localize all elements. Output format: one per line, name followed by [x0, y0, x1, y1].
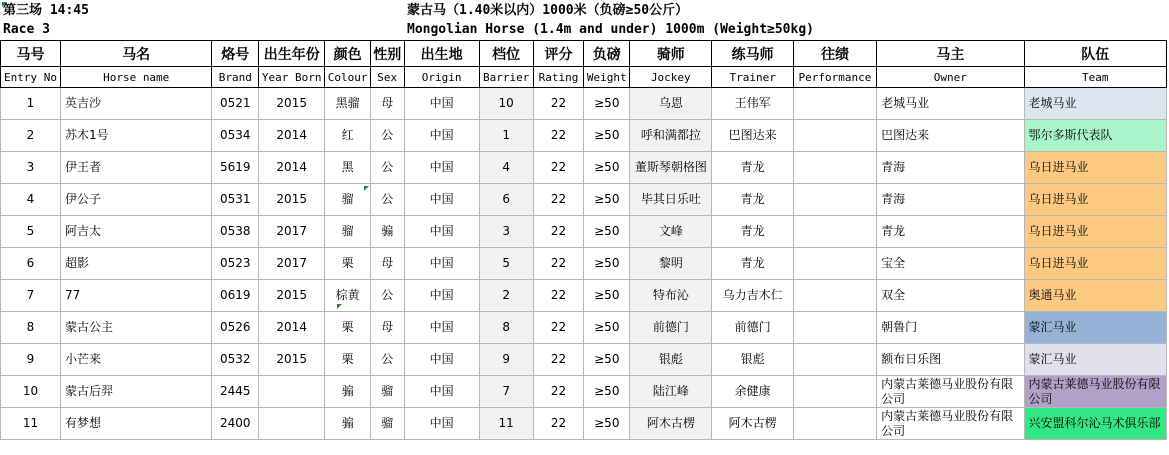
cell-brand: 0619 [212, 280, 259, 312]
column-header-cn: 往绩 [793, 41, 876, 67]
cell-performance [793, 88, 876, 120]
cell-year [259, 376, 325, 408]
column-header-cn: 马主 [877, 41, 1024, 67]
cell-colour: 骟 [325, 408, 371, 440]
cell-rating: 22 [533, 248, 584, 280]
cell-owner: 青海 [877, 184, 1024, 216]
cell-owner: 宝全 [877, 248, 1024, 280]
cell-sex: 公 [370, 344, 404, 376]
cell-colour: 骝 [325, 216, 371, 248]
cell-name: 77 [60, 280, 211, 312]
cell-weight: ≥50 [584, 376, 630, 408]
race-title-row-en [0, 21, 1169, 39]
column-header-en: Year Born [259, 67, 325, 88]
cell-no: 9 [1, 344, 61, 376]
cell-year: 2015 [259, 184, 325, 216]
column-header-en: Horse name [60, 67, 211, 88]
cell-weight: ≥50 [584, 248, 630, 280]
column-header-en: Barrier [479, 67, 533, 88]
cell-jockey: 呼和满都拉 [630, 120, 712, 152]
cell-origin: 中国 [404, 216, 479, 248]
cell-brand: 2445 [212, 376, 259, 408]
cell-trainer: 青龙 [712, 248, 793, 280]
cell-year: 2014 [259, 152, 325, 184]
cell-owner: 老城马业 [877, 88, 1024, 120]
cell-brand: 5619 [212, 152, 259, 184]
cell-owner: 青海 [877, 152, 1024, 184]
column-header-cn: 马号 [1, 41, 61, 67]
cell-sex: 母 [370, 248, 404, 280]
cell-team: 奥通马业 [1024, 280, 1166, 312]
cell-origin: 中国 [404, 376, 479, 408]
table-row [1, 312, 1167, 344]
cell-year: 2015 [259, 88, 325, 120]
race-time: 第三场 14:45 [3, 3, 89, 18]
cell-owner: 内蒙古莱德马业股份有限公司 [877, 376, 1024, 408]
cell-year [259, 408, 325, 440]
cell-colour: 棕黄 [325, 280, 371, 312]
cell-rating: 22 [533, 408, 584, 440]
cell-no: 4 [1, 184, 61, 216]
cell-origin: 中国 [404, 248, 479, 280]
column-header-en: Weight [584, 67, 630, 88]
column-header-cn: 性别 [370, 41, 404, 67]
column-header-cn: 评分 [533, 41, 584, 67]
cell-year: 2015 [259, 280, 325, 312]
cell-comment-marker [337, 304, 342, 309]
cell-no: 7 [1, 280, 61, 312]
cell-origin: 中国 [404, 120, 479, 152]
cell-brand: 0526 [212, 312, 259, 344]
table-row [1, 120, 1167, 152]
table-row [1, 280, 1167, 312]
cell-brand: 0523 [212, 248, 259, 280]
cell-weight: ≥50 [584, 120, 630, 152]
race-card-table [0, 40, 1167, 440]
cell-sex: 公 [370, 280, 404, 312]
table-row [1, 216, 1167, 248]
table-row [1, 88, 1167, 120]
cell-year: 2014 [259, 312, 325, 344]
cell-year: 2014 [259, 120, 325, 152]
column-header-en: Rating [533, 67, 584, 88]
cell-rating: 22 [533, 312, 584, 344]
race-title-row-cn [0, 2, 1169, 20]
cell-colour: 骟 [325, 376, 371, 408]
cell-owner: 青龙 [877, 216, 1024, 248]
cell-year: 2015 [259, 344, 325, 376]
column-header-cn: 队伍 [1024, 41, 1166, 67]
cell-team: 老城马业 [1024, 88, 1166, 120]
cell-performance [793, 216, 876, 248]
column-header-cn: 烙号 [212, 41, 259, 67]
cell-barrier: 5 [479, 248, 533, 280]
cell-trainer: 余健康 [712, 376, 793, 408]
cell-sex: 母 [370, 88, 404, 120]
column-header-en: Sex [370, 67, 404, 88]
cell-no: 5 [1, 216, 61, 248]
column-header-cn: 出生年份 [259, 41, 325, 67]
cell-colour: 栗 [325, 344, 371, 376]
cell-name: 超影 [60, 248, 211, 280]
column-header-cn: 出生地 [404, 41, 479, 67]
column-header-cn: 颜色 [325, 41, 371, 67]
cell-colour: 栗 [325, 312, 371, 344]
cell-team: 鄂尔多斯代表队 [1024, 120, 1166, 152]
cell-performance [793, 120, 876, 152]
cell-brand: 0521 [212, 88, 259, 120]
cell-rating: 22 [533, 376, 584, 408]
cell-weight: ≥50 [584, 280, 630, 312]
cell-jockey: 陆江峰 [630, 376, 712, 408]
cell-trainer: 银彪 [712, 344, 793, 376]
race-title-en: Mongolian Horse (1.4m and under) 1000m (Weight≥50kg) [407, 22, 814, 37]
cell-performance [793, 408, 876, 440]
table-row [1, 376, 1167, 408]
cell-owner: 内蒙古莱德马业股份有限公司 [877, 408, 1024, 440]
header-row-en [1, 67, 1167, 88]
cell-barrier: 2 [479, 280, 533, 312]
cell-trainer: 巴图达来 [712, 120, 793, 152]
cell-no: 11 [1, 408, 61, 440]
cell-brand: 0534 [212, 120, 259, 152]
cell-brand: 2400 [212, 408, 259, 440]
cell-jockey: 特布沁 [630, 280, 712, 312]
cell-owner: 朝鲁门 [877, 312, 1024, 344]
cell-weight: ≥50 [584, 344, 630, 376]
cell-origin: 中国 [404, 280, 479, 312]
cell-sex: 骝 [370, 408, 404, 440]
cell-trainer: 青龙 [712, 152, 793, 184]
cell-colour: 黑 [325, 152, 371, 184]
cell-performance [793, 248, 876, 280]
column-header-en: Jockey [630, 67, 712, 88]
cell-no: 1 [1, 88, 61, 120]
cell-trainer: 乌力吉木仁 [712, 280, 793, 312]
cell-rating: 22 [533, 280, 584, 312]
cell-weight: ≥50 [584, 184, 630, 216]
cell-trainer: 青龙 [712, 184, 793, 216]
cell-team: 乌日进马业 [1024, 248, 1166, 280]
cell-comment-marker [364, 186, 369, 191]
column-header-en: Colour [325, 67, 371, 88]
column-header-en: Brand [212, 67, 259, 88]
cell-sex: 公 [370, 152, 404, 184]
cell-trainer: 阿木古楞 [712, 408, 793, 440]
cell-barrier: 7 [479, 376, 533, 408]
cell-origin: 中国 [404, 344, 479, 376]
cell-colour: 红 [325, 120, 371, 152]
entries-body [1, 88, 1167, 440]
column-header-en: Owner [877, 67, 1024, 88]
cell-rating: 22 [533, 152, 584, 184]
cell-origin: 中国 [404, 312, 479, 344]
cell-team: 蒙汇马业 [1024, 344, 1166, 376]
cell-owner: 双全 [877, 280, 1024, 312]
cell-team: 内蒙古莱德马业股份有限公司 [1024, 376, 1166, 408]
cell-sex: 母 [370, 312, 404, 344]
cell-jockey: 阿木古楞 [630, 408, 712, 440]
cell-trainer: 前德门 [712, 312, 793, 344]
column-header-cn: 练马师 [712, 41, 793, 67]
cell-year: 2017 [259, 216, 325, 248]
cell-jockey: 银彪 [630, 344, 712, 376]
column-header-cn: 马名 [60, 41, 211, 67]
cell-barrier: 8 [479, 312, 533, 344]
cell-sex: 公 [370, 120, 404, 152]
cell-origin: 中国 [404, 88, 479, 120]
cell-jockey: 黎明 [630, 248, 712, 280]
cell-performance [793, 344, 876, 376]
table-row [1, 344, 1167, 376]
column-header-en: Performance [793, 67, 876, 88]
table-row [1, 152, 1167, 184]
column-header-en: Team [1024, 67, 1166, 88]
cell-trainer: 王伟军 [712, 88, 793, 120]
cell-sex: 公 [370, 184, 404, 216]
cell-colour: 骝 [325, 184, 371, 216]
header-row-cn [1, 41, 1167, 67]
cell-rating: 22 [533, 120, 584, 152]
cell-name: 伊王者 [60, 152, 211, 184]
cell-team: 兴安盟科尔沁马术俱乐部 [1024, 408, 1166, 440]
cell-jockey: 毕其日乐吐 [630, 184, 712, 216]
race-title-cn: 蒙古马（1.40米以内）1000米（负磅≥50公斤） [407, 3, 689, 18]
cell-trainer: 青龙 [712, 216, 793, 248]
cell-name: 英吉沙 [60, 88, 211, 120]
cell-team: 乌日进马业 [1024, 152, 1166, 184]
cell-weight: ≥50 [584, 312, 630, 344]
cell-name: 伊公子 [60, 184, 211, 216]
cell-origin: 中国 [404, 408, 479, 440]
cell-rating: 22 [533, 216, 584, 248]
cell-performance [793, 376, 876, 408]
cell-origin: 中国 [404, 152, 479, 184]
cell-rating: 22 [533, 88, 584, 120]
cell-barrier: 10 [479, 88, 533, 120]
cell-no: 8 [1, 312, 61, 344]
cell-name: 有梦想 [60, 408, 211, 440]
cell-weight: ≥50 [584, 408, 630, 440]
column-header-en: Origin [404, 67, 479, 88]
race-number: Race 3 [3, 22, 50, 37]
cell-weight: ≥50 [584, 88, 630, 120]
cell-owner: 巴图达来 [877, 120, 1024, 152]
cell-jockey: 董斯琴朝格图 [630, 152, 712, 184]
column-header-cn: 骑师 [630, 41, 712, 67]
cell-performance [793, 184, 876, 216]
cell-performance [793, 280, 876, 312]
column-header-en: Trainer [712, 67, 793, 88]
cell-no: 2 [1, 120, 61, 152]
cell-brand: 0531 [212, 184, 259, 216]
cell-barrier: 9 [479, 344, 533, 376]
cell-jockey: 文峰 [630, 216, 712, 248]
cell-sex: 骝 [370, 376, 404, 408]
cell-owner: 额布日乐图 [877, 344, 1024, 376]
cell-weight: ≥50 [584, 152, 630, 184]
cell-comment-marker [2, 2, 7, 7]
cell-brand: 0538 [212, 216, 259, 248]
cell-team: 蒙汇马业 [1024, 312, 1166, 344]
cell-jockey: 前德门 [630, 312, 712, 344]
cell-year: 2017 [259, 248, 325, 280]
cell-no: 3 [1, 152, 61, 184]
cell-rating: 22 [533, 184, 584, 216]
cell-performance [793, 152, 876, 184]
column-header-cn: 档位 [479, 41, 533, 67]
cell-no: 6 [1, 248, 61, 280]
cell-name: 小芒来 [60, 344, 211, 376]
cell-team: 乌日进马业 [1024, 184, 1166, 216]
cell-colour: 黑骝 [325, 88, 371, 120]
cell-barrier: 11 [479, 408, 533, 440]
column-header-en: Entry No [1, 67, 61, 88]
table-row [1, 248, 1167, 280]
cell-barrier: 4 [479, 152, 533, 184]
cell-name: 蒙古公主 [60, 312, 211, 344]
cell-no: 10 [1, 376, 61, 408]
cell-name: 蒙古后羿 [60, 376, 211, 408]
cell-jockey: 乌恩 [630, 88, 712, 120]
table-row [1, 408, 1167, 440]
cell-name: 苏木1号 [60, 120, 211, 152]
column-header-cn: 负磅 [584, 41, 630, 67]
cell-weight: ≥50 [584, 216, 630, 248]
cell-origin: 中国 [404, 184, 479, 216]
cell-team: 乌日进马业 [1024, 216, 1166, 248]
cell-barrier: 6 [479, 184, 533, 216]
table-row [1, 184, 1167, 216]
cell-name: 阿吉太 [60, 216, 211, 248]
cell-performance [793, 312, 876, 344]
cell-sex: 骟 [370, 216, 404, 248]
cell-brand: 0532 [212, 344, 259, 376]
cell-barrier: 3 [479, 216, 533, 248]
cell-rating: 22 [533, 344, 584, 376]
cell-colour: 栗 [325, 248, 371, 280]
cell-barrier: 1 [479, 120, 533, 152]
